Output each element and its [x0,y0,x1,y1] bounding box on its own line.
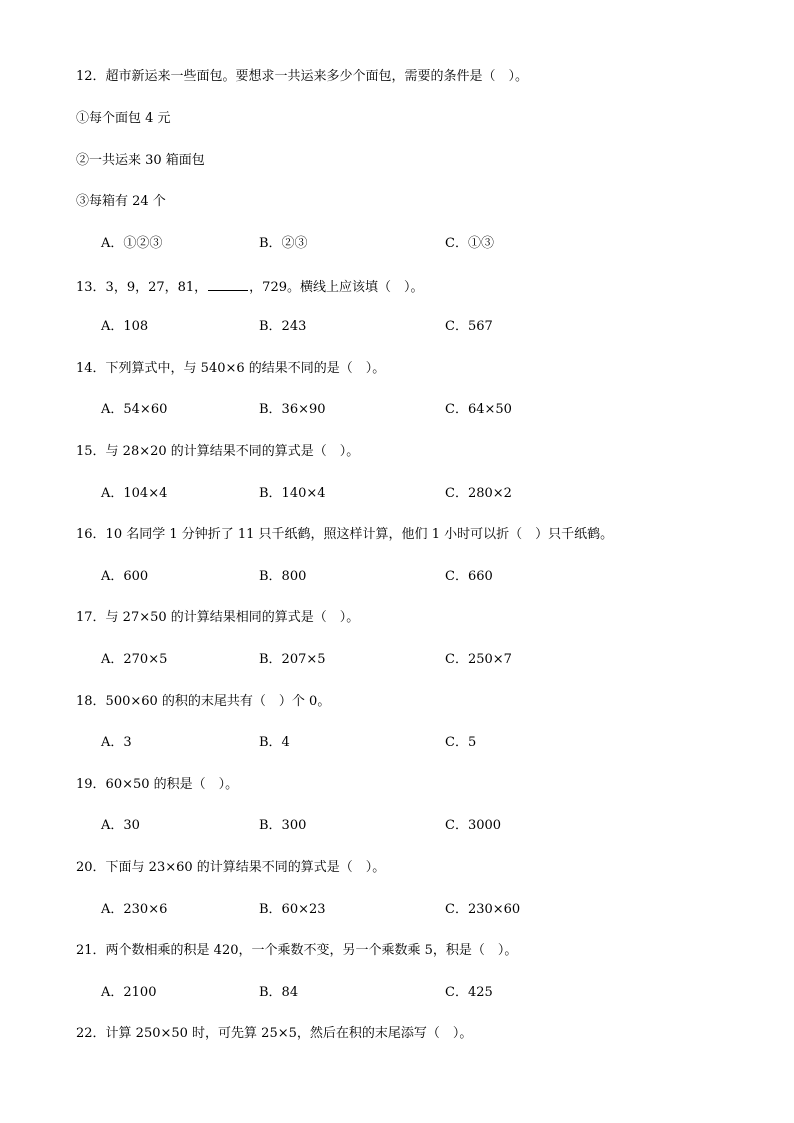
question-20-options [0,902,794,918]
question-15-options [0,486,794,502]
option-c[interactable]: C．5 [445,735,477,750]
question-15-stem: 15．与 28×20 的计算结果不同的算式是（ ）。 [76,444,360,459]
question-16-stem: 16．10 名同学 1 分钟折了 11 只千纸鹤，照这样计算，他们 1 小时可以折（ ）只千纸鹤。 [76,527,614,542]
question-17-options [0,652,794,668]
option-c[interactable]: C．660 [445,569,493,584]
question-13-stem [76,278,424,296]
option-c[interactable]: C．250×7 [445,652,512,667]
option-a[interactable]: A．2100 [101,985,157,1000]
question-13-options [0,319,794,335]
question-12-condition-3: ③每箱有 24 个 [76,194,166,209]
option-b[interactable]: B．②③ [259,236,308,251]
question-20-stem: 20．下面与 23×60 的计算结果不同的算式是（ ）。 [76,860,386,875]
option-a[interactable]: A．30 [101,818,140,833]
answer-blank [208,278,248,291]
option-c[interactable]: C．3000 [445,818,502,833]
question-21-stem: 21．两个数相乘的积是 420，一个乘数不变，另一个乘数乘 5，积是（ ）。 [76,943,518,958]
question-19-options [0,818,794,834]
question-18-options [0,735,794,751]
question-14-stem: 14．下列算式中，与 540×6 的结果不同的是（ ）。 [76,361,386,376]
option-c[interactable]: C．①③ [445,236,494,251]
question-13-stem-after: ，729。横线上应该填（ ）。 [249,280,424,295]
option-b[interactable]: B．140×4 [259,486,326,501]
option-b[interactable]: B．4 [259,735,290,750]
option-a[interactable]: A．54×60 [101,402,168,417]
option-a[interactable]: A．108 [101,319,149,334]
option-b[interactable]: B．243 [259,319,307,334]
question-22-stem: 22．计算 250×50 时，可先算 25×5，然后在积的末尾添写（ ）。 [76,1026,473,1041]
question-21-options [0,985,794,1001]
question-12-condition-1: ①每个面包 4 元 [76,111,171,126]
option-a[interactable]: A．3 [101,735,132,750]
question-14-options [0,402,794,418]
question-12-options [0,236,794,252]
option-c[interactable]: C．230×60 [445,902,521,917]
question-17-stem: 17．与 27×50 的计算结果相同的算式是（ ）。 [76,610,360,625]
option-c[interactable]: C．280×2 [445,486,512,501]
option-b[interactable]: B．84 [259,985,299,1000]
option-a[interactable]: A．104×4 [101,486,168,501]
option-c[interactable]: C．64×50 [445,402,512,417]
option-b[interactable]: B．207×5 [259,652,326,667]
option-b[interactable]: B．36×90 [259,402,326,417]
question-18-stem: 18．500×60 的积的末尾共有（ ）个 0。 [76,694,331,709]
option-a[interactable]: A．①②③ [101,236,163,251]
option-a[interactable]: A．230×6 [101,902,168,917]
option-c[interactable]: C．567 [445,319,493,334]
option-b[interactable]: B．800 [259,569,307,584]
option-b[interactable]: B．60×23 [259,902,326,917]
option-a[interactable]: A．600 [101,569,149,584]
question-19-stem: 19．60×50 的积是（ ）。 [76,777,239,792]
option-c[interactable]: C．425 [445,985,493,1000]
option-b[interactable]: B．300 [259,818,307,833]
question-16-options [0,569,794,585]
question-12-condition-2: ②一共运来 30 箱面包 [76,153,205,168]
question-13-stem-before: 13．3，9，27，81， [76,280,208,295]
option-a[interactable]: A．270×5 [101,652,168,667]
question-12-stem: 12．超市新运来一些面包。要想求一共运来多少个面包，需要的条件是（ ）。 [76,69,529,84]
